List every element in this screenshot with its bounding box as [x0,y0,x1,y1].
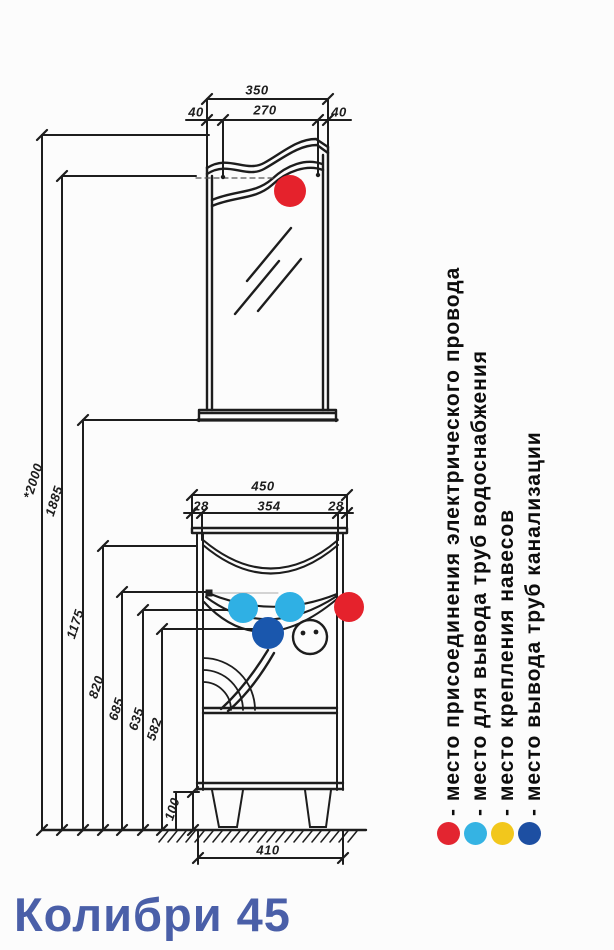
legend-item-canalization: - место вывода труб канализации [522,431,545,816]
dim-1175-label: 1175 [63,607,87,641]
dim-635-label: 635 [125,705,147,733]
dim-40-left-label: 40 [188,104,204,120]
dim-40-right-label: 40 [331,104,347,120]
legend-item-hinges: - место крепления навесов [495,508,518,816]
dim-28-right-label: 28 [328,498,344,514]
mirror-glass-hatch [235,228,301,314]
dim-354-label: 354 [257,498,281,514]
dim-2000-label: *2000 [20,461,46,501]
siphon-circle [293,620,327,654]
ground-line [42,830,366,842]
legend-red-dot [437,822,460,845]
dim-820-label: 820 [85,673,107,701]
dim-270-label: 270 [253,102,277,118]
dim-582-label: 582 [143,715,165,743]
mirror-electrical-marker-dot [274,175,306,207]
dim-1885-label: 1885 [42,483,66,519]
legend-item-electrical: - место присоединения электрического провода [441,266,464,816]
mirror-cabinet-outline [198,139,337,421]
product-title: Колибри 45 [14,888,291,941]
hinge-point-dot [206,590,213,597]
dim-685-label: 685 [105,695,127,723]
dim-410-label: 410 [256,842,280,858]
dim-350-label: 350 [245,82,269,98]
dimension-ticks [37,94,352,863]
water-supply-marker-dot-1 [228,593,258,623]
dim-450-label: 450 [251,478,275,494]
water-supply-marker-dot-2 [275,592,305,622]
dim-100-label: 100 [161,795,183,823]
dim-28-left-label: 28 [193,498,209,514]
legend-yellow-dot [491,822,514,845]
vanity-electrical-marker-dot [334,592,364,622]
canalization-marker-dot [252,617,284,649]
legend-cyan-dot [464,822,487,845]
legend-blue-dot [518,822,541,845]
legend-item-water-supply: - место для вывода труб водоснабжения [468,349,491,816]
vanity-legs [212,790,331,827]
